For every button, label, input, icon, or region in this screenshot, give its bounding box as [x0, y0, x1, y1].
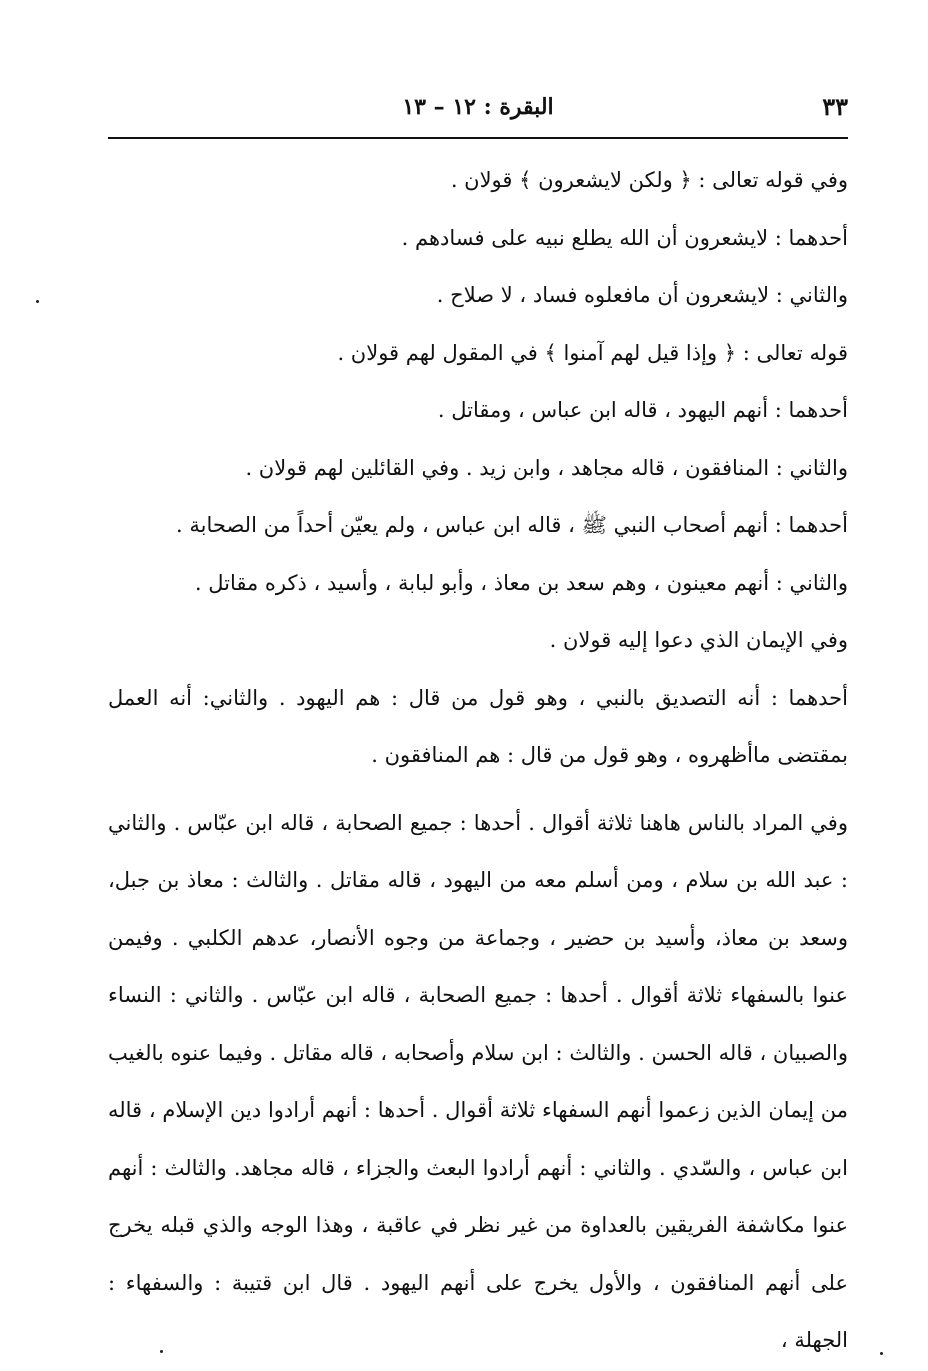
scan-speck [160, 1350, 163, 1353]
paragraph: والثاني : لايشعرون أن مافعلوه فساد ، لا صلاح . [436, 283, 848, 307]
paragraph: والثاني : أنهم معينون ، وهم سعد بن معاذ ، وأبو لبابة ، وأسيد ، ذكره مقاتل . [194, 570, 848, 595]
page-number: ٣٣ [822, 92, 848, 121]
paragraph: قوله تعالى : ﴿ وإذا قيل لهم آمنوا ﴾ في المقول لهم قولان . [337, 340, 848, 365]
page-header [108, 88, 848, 132]
paragraph-gap [108, 785, 848, 795]
header-rule [108, 137, 848, 139]
body-text [108, 152, 848, 1370]
paragraph: أحدهما : أنه التصديق بالنبي ، وهو قول من قال : هم اليهود . والثاني: أنه العمل بمقتضى ماأظهروه ، وهو قول من قال : هم المنافقون . [108, 685, 848, 767]
paragraph: وفي المراد بالناس هاهنا ثلاثة أقوال . أحدها : جميع الصحابة ، قاله ابن عبّاس . والثاني : عبد الله بن سلام ، ومن أسلم معه من اليهود ، قاله مقاتل . والثالث : معاذ بن جبل، وسعد بن معاذ، وأسيد بن حضير ، وجماعة من وجوه الأنصار، عدهم الكلبي . وفيمن عنوا بالسفهاء ثلاثة أقوال . أحدها : جميع الصحابة ، قاله ابن عبّاس . والثاني : النساء والصبيان ، قاله الحسن . والثالث : ابن سلام وأصحابه ، قاله مقاتل . وفيما عنوه بالغيب من إيمان الذين زعموا أنهم السفهاء ثلاثة أقوال . أحدها : أنهم أرادوا دين الإسلام ، قاله ابن عباس ، والسّدي . والثاني : أنهم أرادوا البعث والجزاء ، قاله مجاهد. والثالث : أنهم عنوا مكاشفة الفريقين بالعداوة من غير نظر في عاقبة ، وهذا الوجه والذي قبله يخرج على أنهم المنافقون ، والأول يخرج على أنهم اليهود . قال ابن قتيبة : والسفهاء : الجهلة ، [108, 810, 848, 1352]
scan-speck [36, 300, 39, 303]
paragraph: أحدهما : أنهم أصحاب النبي ﷺ ، قاله ابن عباس ، ولم يعيّن أحداً من الصحابة . [176, 513, 848, 537]
paragraph: أحدهما : أنهم اليهود ، قاله ابن عباس ، ومقاتل . [437, 398, 848, 422]
paragraph: أحدهما : لايشعرون أن الله يطلع نبيه على فسادهم . [401, 225, 848, 250]
paragraph: وفي الإيمان الذي دعوا إليه قولان . [549, 628, 848, 652]
running-head: البقرة : ١٢ – ١٣ [402, 94, 554, 120]
scan-speck [880, 1352, 883, 1355]
paragraph: وفي قوله تعالى : ﴿ ولكن لايشعرون ﴾ قولان . [450, 168, 848, 192]
paragraph: والثاني : المنافقون ، قاله مجاهد ، وابن زيد . وفي القائلين لهم قولان . [245, 455, 848, 480]
